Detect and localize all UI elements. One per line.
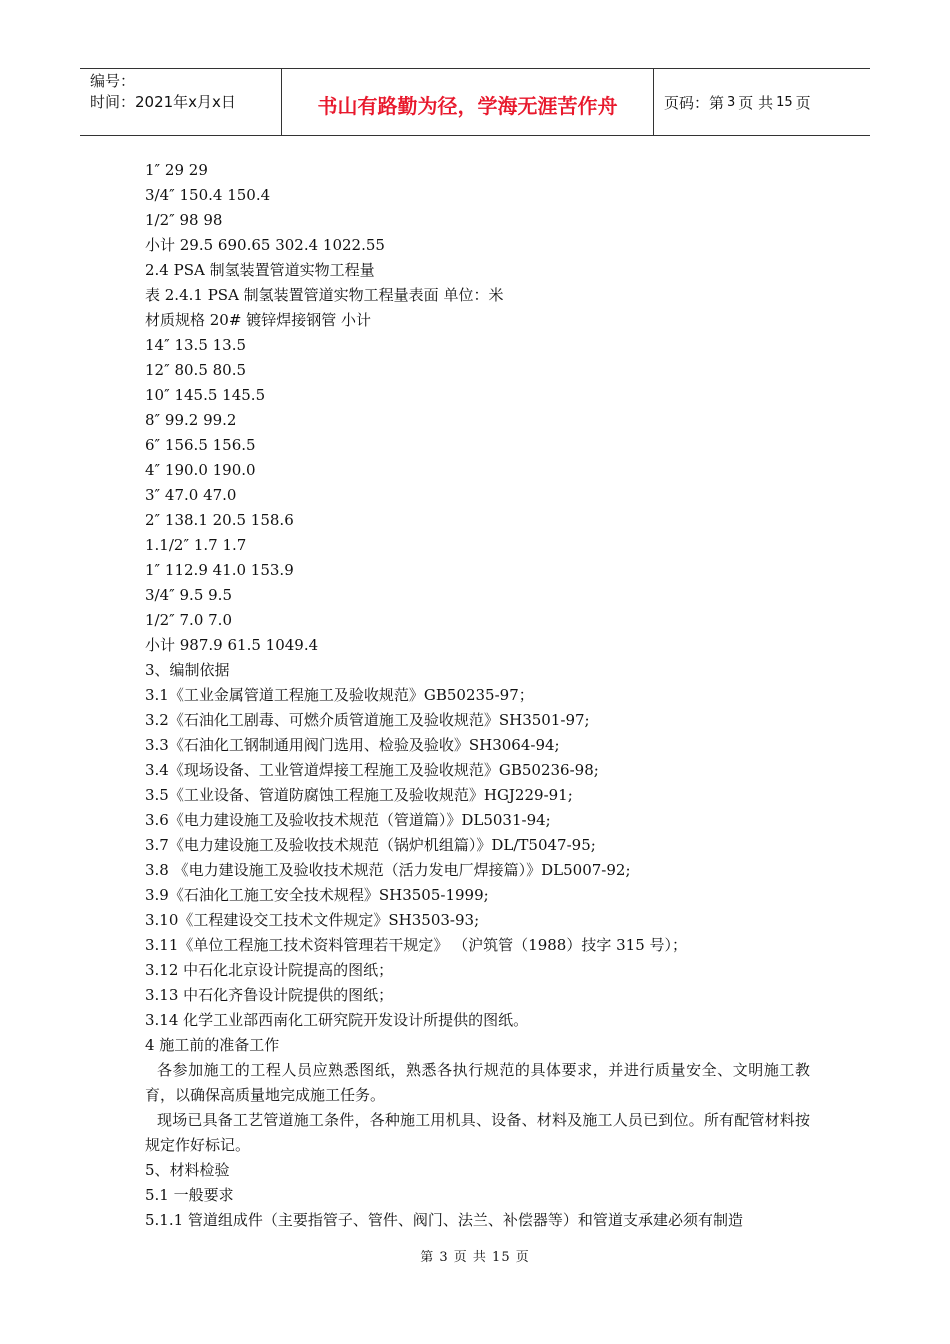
body-paragraph: 现场已具备工艺管道施工条件，各种施工用机具、设备、材料及施工人员已到位。所有配管材料按规定作好标记。 [145, 1111, 810, 1154]
section-heading: 5、材料检验 [145, 1161, 230, 1179]
subsection-heading: 5.1 一般要求 [145, 1186, 234, 1204]
reference-item: 3.2《石油化工剧毒、可燃介质管道施工及验收规范》SH3501-97; [145, 711, 590, 729]
body-line: 1″ 29 29 [145, 161, 208, 179]
reference-item: 3.13 中石化齐鲁设计院提供的图纸； [145, 986, 394, 1004]
reference-item: 3.10《工程建设交工技术文件规定》SH3503-93; [145, 911, 480, 929]
reference-item: 3.12 中石化北京设计院提高的图纸； [145, 961, 394, 979]
body-line: 3″ 47.0 47.0 [145, 486, 237, 504]
body-line: 12″ 80.5 80.5 [145, 361, 247, 379]
body-line: 1.1/2″ 1.7 1.7 [145, 536, 247, 554]
body-line: 3/4″ 150.4 150.4 [145, 186, 271, 204]
reference-item: 3.4《现场设备、工业管道焊接工程施工及验收规范》GB50236-98; [145, 761, 599, 779]
page-total: 15 [776, 94, 793, 110]
reference-item: 3.3《石油化工钢制通用阀门选用、检验及验收》SH3064-94; [145, 736, 560, 754]
body-line: 8″ 99.2 99.2 [145, 411, 237, 429]
section-heading: 2.4 PSA 制氢装置管道实物工程量 [145, 261, 375, 279]
body-line: 5.1.1 管道组成件（主要指管子、管件、阀门、法兰、补偿器等）和管道支承建必须有制造 [145, 1211, 743, 1229]
body-line: 4″ 190.0 190.0 [145, 461, 256, 479]
page-footer: 第 3 页 共 15 页 [420, 1250, 530, 1265]
body-paragraph: 各参加施工的工程人员应熟悉图纸，熟悉各执行规范的具体要求，并进行质量安全、文明施工教育，以确保高质量地完成施工任务。 [145, 1061, 810, 1104]
header-motto: 书山有路勤为径，学海无涯苦作舟 [282, 69, 654, 135]
header-meta [80, 69, 282, 135]
reference-item: 3.5《工业设备、管道防腐蚀工程施工及验收规范》HGJ229-91; [145, 786, 573, 804]
code-label: 编号： [90, 72, 136, 90]
document-body [145, 158, 810, 1233]
subtotal-line: 小计 987.9 61.5 1049.4 [145, 636, 319, 654]
page-current: 3 [727, 94, 736, 110]
body-line: 2″ 138.1 20.5 158.6 [145, 511, 294, 529]
body-line: 14″ 13.5 13.5 [145, 336, 247, 354]
page-prefix: 页码：第 [664, 93, 725, 112]
reference-item: 3.14 化学工业部西南化工研究院开发设计所提供的图纸。 [145, 1011, 529, 1029]
reference-item: 3.7《电力建设施工及验收技术规范（锅炉机组篇）》DL/T5047-95; [145, 836, 596, 854]
page-header [80, 68, 870, 136]
reference-item: 3.6《电力建设施工及验收技术规范（管道篇）》DL5031-94; [145, 811, 551, 829]
time-label: 时间：2021年x月x日 [90, 93, 236, 111]
body-line: 6″ 156.5 156.5 [145, 436, 256, 454]
table-caption: 表 2.4.1 PSA 制氢装置管道实物工程量表面 单位：米 [145, 286, 504, 304]
section-heading: 4 施工前的准备工作 [145, 1036, 280, 1054]
body-line: 1/2″ 98 98 [145, 211, 223, 229]
reference-item: 3.9《石油化工施工安全技术规程》SH3505-1999; [145, 886, 489, 904]
reference-item: 3.8 《电力建设施工及验收技术规范（活力发电厂焊接篇）》DL5007-92; [145, 861, 631, 879]
page-suffix: 页 [795, 93, 811, 112]
page-mid: 页 共 [738, 93, 774, 112]
reference-item: 3.1《工业金属管道工程施工及验收规范》GB50235-97； [145, 686, 534, 704]
body-line: 3/4″ 9.5 9.5 [145, 586, 232, 604]
body-line: 10″ 145.5 145.5 [145, 386, 266, 404]
header-page-info [654, 69, 870, 135]
body-line: 1/2″ 7.0 7.0 [145, 611, 232, 629]
section-heading: 3、编制依据 [145, 661, 230, 679]
reference-item: 3.11《单位工程施工技术资料管理若干规定》 （沪筑管（1988）技字 315 号）； [145, 936, 688, 954]
subtotal-line: 小计 29.5 690.65 302.4 1022.55 [145, 236, 385, 254]
body-line: 1″ 112.9 41.0 153.9 [145, 561, 294, 579]
table-header: 材质规格 20# 镀锌焊接钢管 小计 [145, 311, 371, 329]
